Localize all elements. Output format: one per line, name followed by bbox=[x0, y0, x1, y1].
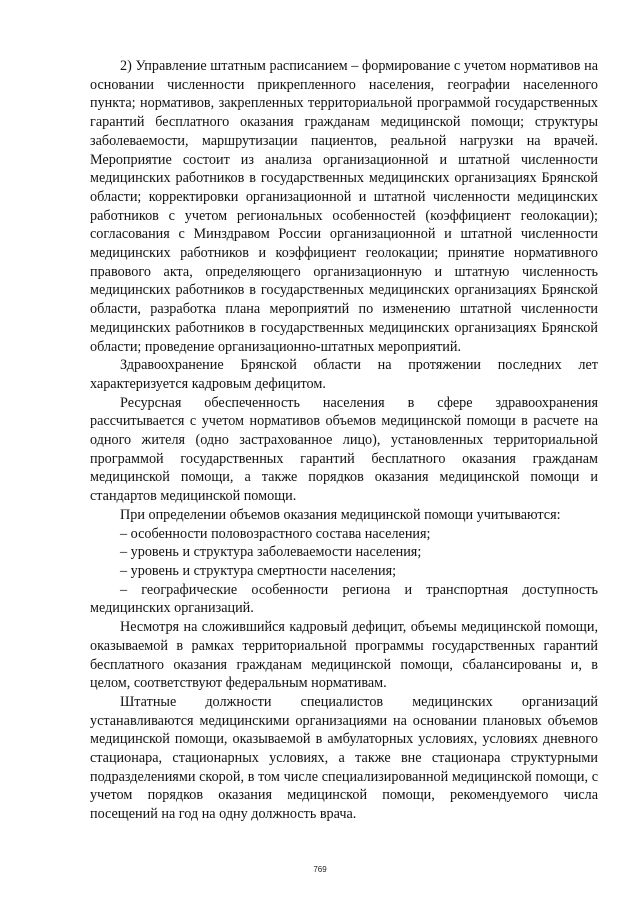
page-number: 769 bbox=[313, 865, 327, 874]
list-item-morbidity: – уровень и структура заболеваемости населения; bbox=[120, 544, 422, 561]
paragraph-resource-provision: Ресурсная обеспеченность населения в сфере здравоохранения рассчитывается с учетом нормативов объемов медицинской помощи в расчете на одного жителя (одно застрахованное лицо), установленных территориальной программой государственных гарантий бесплатного оказания гражданам медицинской помощи, а также порядков оказания медицинской помощи и стандартов медицинской помощи. bbox=[90, 394, 598, 505]
document-page bbox=[90, 57, 598, 824]
list-item-mortality: – уровень и структура смертности населения; bbox=[120, 562, 397, 579]
paragraph-balanced-volumes: Несмотря на сложившийся кадровый дефицит, объемы медицинской помощи, оказываемой в рамках территориальной программы государственных гарантий бесплатного оказания гражданам медицинской помощи, сбалансированы и, в целом, соответствуют федеральным нормативам. bbox=[90, 619, 598, 692]
paragraph-volume-factors-intro: При определении объемов оказания медицинской помощи учитываются: bbox=[120, 506, 561, 523]
paragraph-staffing-management: 2) Управление штатным расписанием – формирование с учетом нормативов на основании численности прикрепленного населения, географии населенного пункта; нормативов, закрепленных территориальной программой государственных гарантий бесплатного оказания гражданам медицинской помощи; структуры заболеваемости, маршрутизации пациентов, реальной нагрузки на врачей. Мероприятие состоит из анализа организационной и штатной численности медицинских работников в государственных медицинских организациях Брянской области; корректировки организационной и штатной численности медицинских работников с учетом региональных особенностей (коэффициент геолокации); согласования с Минздравом России организационной и штатной численности медицинских работников и коэффициент геолокации; принятие нормативного правового акта, определяющего организационную и штатную численность медицинских работников в государственных медицинских организациях Брянской области, разработка плана мероприятий по изменению штатной численности медицинских работников в государственных медицинских организациях Брянской области; проведение организационно-штатных мероприятий. bbox=[90, 58, 598, 355]
list-item-age-sex-structure: – особенности половозрастного состава населения; bbox=[120, 525, 431, 542]
paragraph-staff-shortage: Здравоохранение Брянской области на протяжении последних лет характеризуется кадровым дефицитом. bbox=[90, 357, 598, 392]
paragraph-staff-positions: Штатные должности специалистов медицинских организаций устанавливаются медицинскими организациями на основании плановых объемов медицинской помощи, оказываемой в амбулаторных условиях, условиях дневного стационара, стационарных условиях, а также вне стационара структурными подразделениями скорой, в том числе специализированной медицинской помощи, с учетом порядков оказания медицинской помощи, рекомендуемого числа посещений на год на одну должность врача. bbox=[90, 693, 598, 823]
list-item-geography-transport: – географические особенности региона и транспортная доступность медицинских организаций. bbox=[90, 581, 598, 617]
